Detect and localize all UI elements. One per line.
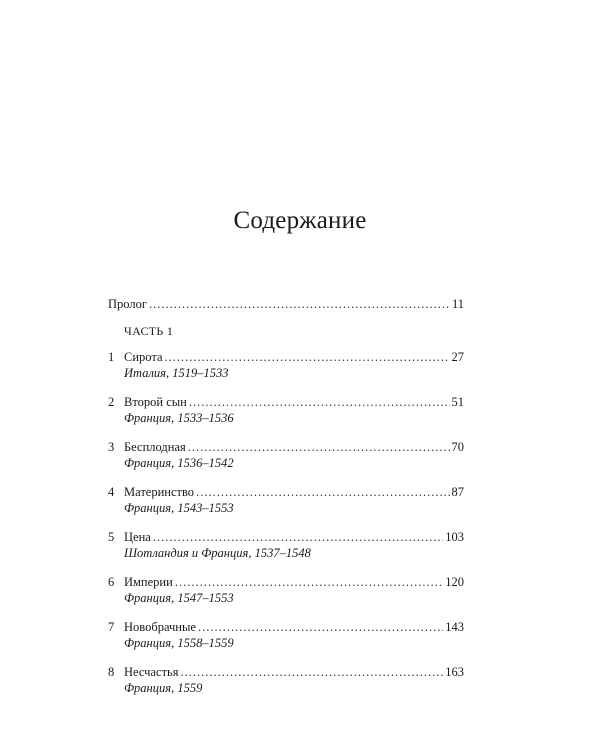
chapter-number: 7 xyxy=(108,620,115,634)
dot-leader xyxy=(189,394,450,410)
chapter-number: 1 xyxy=(108,350,115,364)
toc-entry-prologue xyxy=(108,296,464,312)
dot-leader xyxy=(196,484,449,500)
toc-entry-page: 143 xyxy=(445,620,464,634)
chapter-number: 6 xyxy=(108,575,115,589)
toc-entry xyxy=(108,484,464,500)
toc-entry-label: Цена xyxy=(124,530,151,544)
toc-entry-label: Сирота xyxy=(124,350,163,364)
chapter-subtitle: Италия, 1519–1533 xyxy=(124,366,229,380)
chapter-subtitle: Франция, 1559 xyxy=(124,681,203,695)
toc-entry-label: Новобрачные xyxy=(124,620,196,634)
chapter-number: 2 xyxy=(108,395,115,409)
toc-entry xyxy=(108,619,464,635)
toc-entry xyxy=(108,529,464,545)
toc-entry-page: 120 xyxy=(445,575,464,589)
toc-entry-page: 11 xyxy=(451,297,464,311)
toc-entry xyxy=(108,349,464,365)
toc-chapter xyxy=(108,484,464,516)
toc-entry-label: Несчастья xyxy=(124,665,179,679)
dot-leader xyxy=(198,619,443,635)
toc-chapter xyxy=(108,394,464,426)
part-heading: ЧАСТЬ 1 xyxy=(124,324,174,338)
toc-entry-page: 27 xyxy=(451,350,464,364)
toc-entry xyxy=(108,664,464,680)
toc-entry xyxy=(108,439,464,455)
toc-entry-page: 51 xyxy=(451,395,464,409)
chapter-subtitle: Франция, 1543–1553 xyxy=(124,501,234,515)
dot-leader xyxy=(153,529,443,545)
chapter-subtitle: Франция, 1547–1553 xyxy=(124,591,234,605)
dot-leader xyxy=(149,296,450,312)
toc-chapter xyxy=(108,574,464,606)
toc-entry xyxy=(108,394,464,410)
chapter-number: 4 xyxy=(108,485,115,499)
chapter-number: 8 xyxy=(108,665,115,679)
chapter-subtitle: Франция, 1558–1559 xyxy=(124,636,234,650)
chapter-number: 3 xyxy=(108,440,115,454)
toc-chapter xyxy=(108,664,464,696)
dot-leader xyxy=(180,664,443,680)
table-of-contents xyxy=(108,296,464,696)
toc-entry-label: Бесплодная xyxy=(124,440,186,454)
page-title: Содержание xyxy=(233,207,367,234)
toc-chapter xyxy=(108,529,464,561)
chapter-number: 5 xyxy=(108,530,115,544)
dot-leader xyxy=(165,349,450,365)
dot-leader xyxy=(175,574,443,590)
toc-entry-page: 70 xyxy=(451,440,464,454)
toc-entry-page: 87 xyxy=(451,485,464,499)
toc-entry-label: Материнство xyxy=(124,485,195,499)
toc-entry-page: 163 xyxy=(445,665,464,679)
toc-entry-label: Империи xyxy=(124,575,173,589)
dot-leader xyxy=(188,439,450,455)
toc-chapter xyxy=(108,349,464,381)
toc-chapter xyxy=(108,439,464,471)
toc-chapter xyxy=(108,619,464,651)
toc-entry-label: Пролог xyxy=(108,297,147,311)
chapter-subtitle: Шотландия и Франция, 1537–1548 xyxy=(124,546,311,560)
toc-entry-label: Второй сын xyxy=(124,395,187,409)
chapter-subtitle: Франция, 1536–1542 xyxy=(124,456,234,470)
toc-entry xyxy=(108,574,464,590)
chapter-subtitle: Франция, 1533–1536 xyxy=(124,411,234,425)
toc-entry-page: 103 xyxy=(445,530,464,544)
